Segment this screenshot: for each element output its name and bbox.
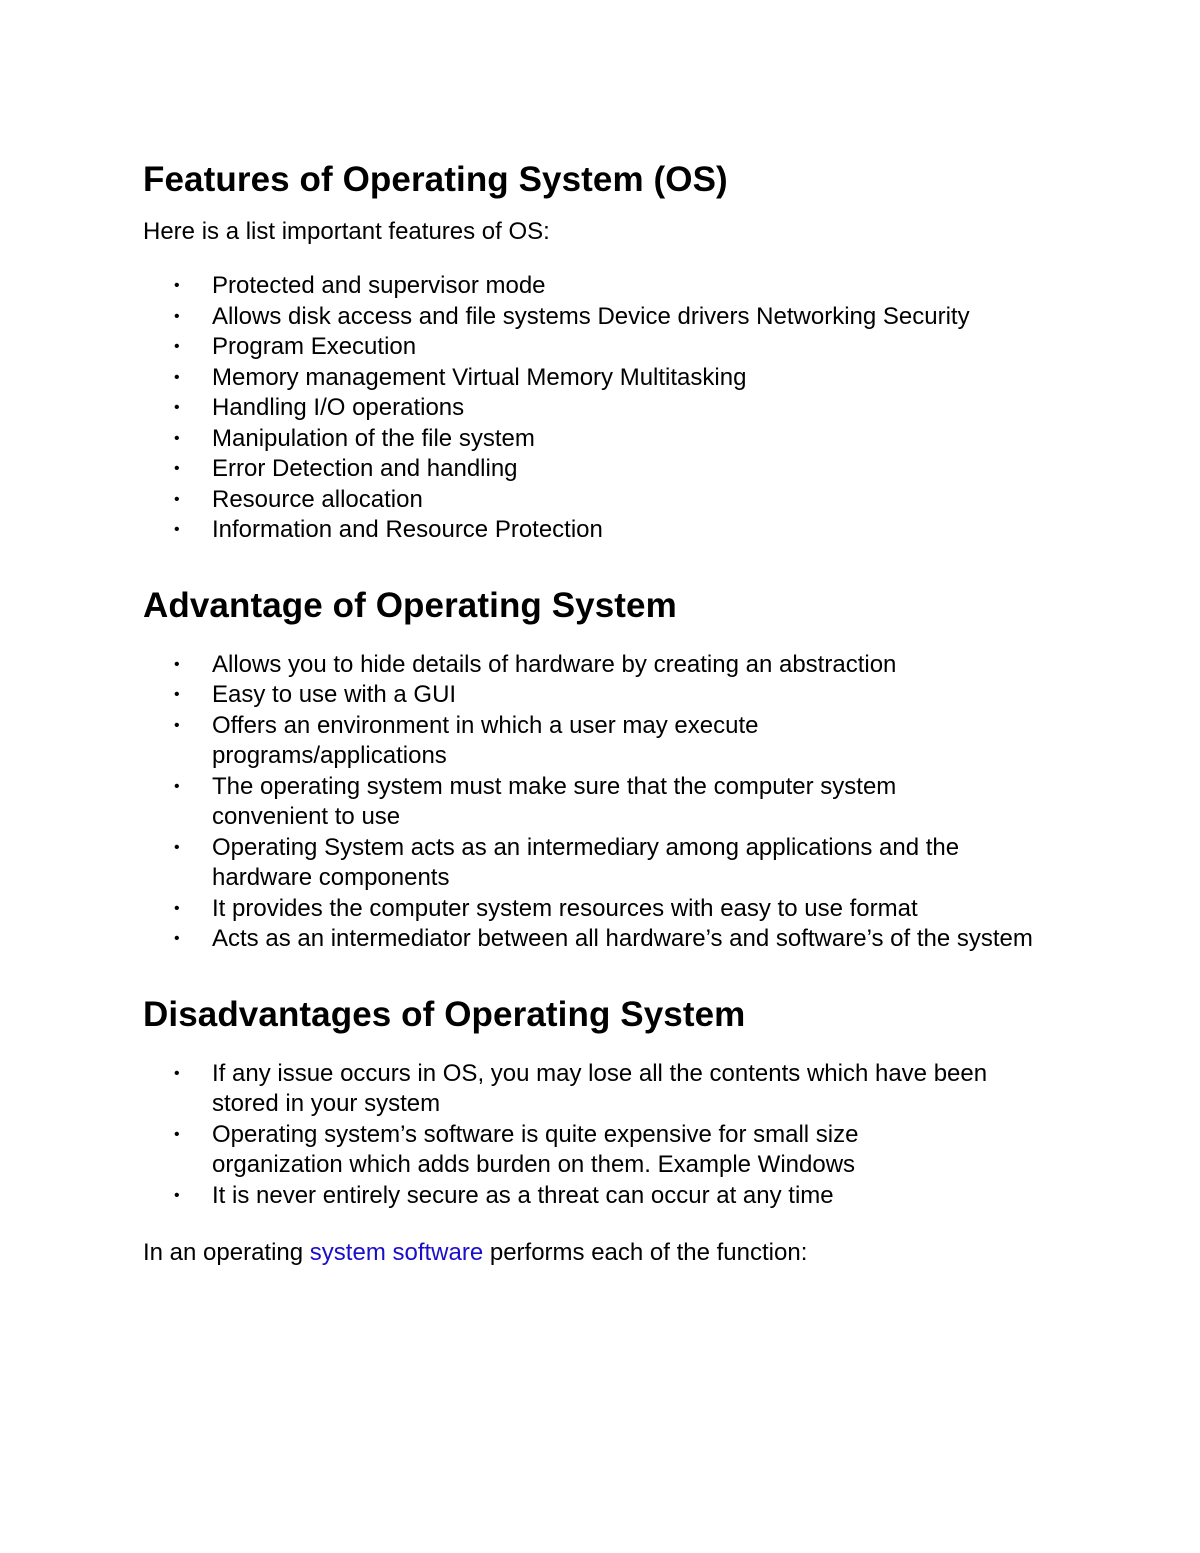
bullet-icon: •	[174, 930, 180, 947]
list-item	[143, 680, 1062, 711]
list-item-text: Memory management Virtual Memory Multitasking	[212, 363, 747, 391]
system-software-link[interactable]: system software	[309, 1239, 484, 1266]
advantages-heading: Advantage of Operating System	[143, 585, 677, 625]
list-item	[143, 454, 1062, 485]
list-item-text: Manipulation of the file system	[212, 424, 535, 452]
list-item	[143, 650, 1062, 681]
list-item-text: Operating System acts as an intermediary among applications and the hardware components	[212, 833, 960, 891]
list-item-text: Acts as an intermediator between all hardware’s and software’s of the system	[212, 925, 1033, 952]
list-item	[143, 515, 1062, 546]
features-intro: Here is a list important features of OS:	[143, 218, 550, 245]
bullet-icon: •	[174, 1186, 180, 1204]
list-item-text: The operating system must make sure that the computer system convenient to use	[212, 772, 897, 830]
closing-paragraph	[143, 1237, 1063, 1268]
list-item	[143, 924, 1042, 955]
list-item-text: Protected and supervisor mode	[212, 272, 546, 299]
list-item-text: Handling I/O operations	[212, 394, 465, 421]
list-item-text: Operating system’s software is quite expensive for small size organization which adds burden on them. Example Windows	[212, 1120, 859, 1178]
bullet-icon: •	[174, 1125, 180, 1143]
bullet-icon: •	[174, 1064, 180, 1082]
features-heading: Features of Operating System (OS)	[143, 160, 728, 199]
advantages-list	[143, 650, 1063, 955]
bullet-icon: •	[174, 277, 180, 294]
list-item	[143, 711, 852, 772]
document-page	[143, 158, 1063, 1268]
bullet-icon: •	[174, 686, 180, 703]
disadvantages-heading: Disadvantages of Operating System	[143, 994, 746, 1034]
list-item-text: Easy to use with a GUI	[212, 681, 457, 708]
list-item-text: Allows you to hide details of hardware by creating an abstraction	[212, 650, 897, 678]
list-item-text: Program Execution	[212, 333, 417, 360]
list-item-text: Error Detection and handling	[212, 455, 518, 482]
closing-prefix: In an operating	[143, 1239, 310, 1266]
list-item	[143, 833, 1052, 894]
list-item	[143, 424, 1062, 455]
bullet-icon: •	[174, 490, 180, 508]
list-item	[143, 1120, 932, 1181]
list-item-text: It is never entirely secure as a threat can occur at any time	[212, 1181, 834, 1209]
bullet-icon: •	[174, 338, 180, 355]
list-item	[143, 485, 1062, 516]
list-item	[143, 363, 1062, 394]
bullet-icon: •	[174, 838, 180, 856]
list-item-text: If any issue occurs in OS, you may lose all the contents which have been stored in your system	[212, 1059, 988, 1117]
bullet-icon: •	[174, 399, 180, 416]
bullet-icon: •	[174, 777, 180, 795]
list-item-text: Offers an environment in which a user may execute programs/applications	[212, 711, 759, 769]
list-item-text: Allows disk access and file systems Device drivers Networking Security	[212, 302, 970, 330]
list-item	[143, 271, 1062, 302]
bullet-icon: •	[174, 716, 180, 734]
bullet-icon: •	[174, 460, 180, 477]
list-item-text: Information and Resource Protection	[212, 516, 603, 543]
bullet-icon: •	[174, 368, 180, 386]
bullet-icon: •	[174, 899, 180, 917]
list-item	[143, 1181, 1062, 1212]
bullet-icon: •	[174, 521, 180, 538]
list-item	[143, 772, 992, 833]
list-item	[143, 393, 1062, 424]
closing-suffix: performs each of the function:	[483, 1239, 808, 1266]
list-item-text: It provides the computer system resources with easy to use format	[212, 894, 918, 922]
list-item	[143, 302, 1062, 333]
list-item-text: Resource allocation	[212, 485, 423, 513]
features-list	[143, 271, 1063, 546]
list-item	[143, 332, 1062, 363]
list-item	[143, 1059, 1012, 1120]
list-item	[143, 894, 1062, 925]
disadvantages-list	[143, 1059, 1063, 1212]
bullet-icon: •	[174, 307, 180, 325]
bullet-icon: •	[174, 655, 180, 673]
bullet-icon: •	[174, 429, 180, 447]
